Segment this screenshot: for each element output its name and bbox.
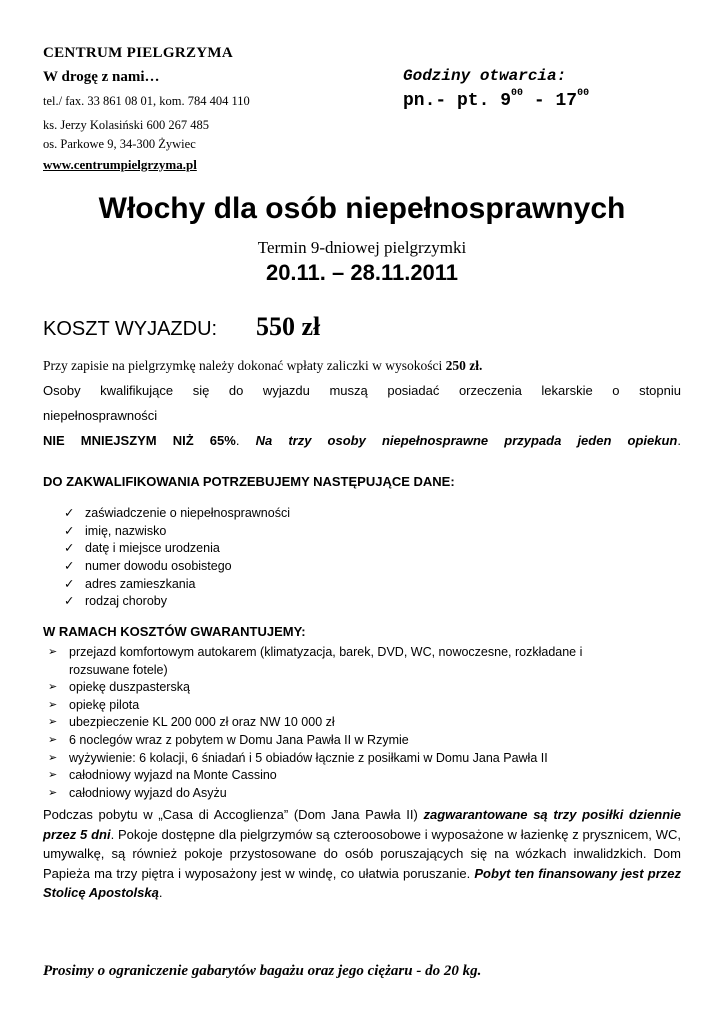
required-data-list <box>64 505 290 611</box>
opening-hours-value: pn.- pt. $9^{00} - 17^{00}$ <box>403 88 590 111</box>
address-line: os. Parkowe 9, 34-300 Żywiec <box>43 137 196 151</box>
organization-slogan: W drogę z nami… <box>43 69 160 85</box>
checkmark-icon: ✓ <box>64 594 75 609</box>
arrow-bullet-icon: ➢ <box>48 786 58 799</box>
deposit-paragraph: Przy zapisie na pielgrzymkę należy dokonać wpłaty zaliczki w wysokości 250 zł. <box>43 358 483 373</box>
list-item: ➢ całodniowy wyjazd do Asyżu <box>48 785 648 803</box>
luggage-note: Prosimy o ograniczenie gabarytów bagażu oraz jego ciężaru - do 20 kg. <box>43 963 482 979</box>
eligibility-line-3: NIE MNIEJSZYM NIŻ 65%. Na trzy osoby niepełnosprawne przypada jeden opiekun. <box>43 433 681 448</box>
phone-line: tel./ fax. 33 861 08 01, kom. 784 404 110 <box>43 94 250 108</box>
guarantees-heading: W RAMACH KOSZTÓW GWARANTUJEMY: <box>43 624 306 639</box>
eligibility-line-2: niepełnosprawności <box>43 408 158 423</box>
arrow-bullet-icon: ➢ <box>48 716 58 729</box>
checkmark-icon: ✓ <box>64 506 75 520</box>
list-item: ➢ ubezpieczenie KL 200 000 zł oraz NW 10 000 zł <box>48 714 648 732</box>
arrow-bullet-icon: ➢ <box>48 698 58 711</box>
trip-dates: 20.11. – 28.11.2011 <box>265 260 459 285</box>
contact-person: ks. Jerzy Kolasiński 600 267 485 <box>43 118 209 132</box>
organization-name: CENTRUM PIELGRZYMA <box>43 45 233 61</box>
list-item: ➢ wyżywienie: 6 kolacji, 6 śniadań i 5 obiadów łącznie z posiłkami w Domu Jana Pawła II <box>48 750 648 768</box>
arrow-bullet-icon: ➢ <box>48 751 58 764</box>
checkmark-icon: ✓ <box>64 541 75 556</box>
website-link[interactable]: www.centrumpielgrzyma.pl <box>43 157 197 172</box>
list-item: ➢ całodniowy wyjazd na Monte Cassino <box>48 767 648 785</box>
arrow-bullet-icon: ➢ <box>48 769 58 782</box>
trip-subtitle: Termin 9-dniowej pielgrzymki <box>257 238 467 257</box>
checkmark-icon: ✓ <box>64 523 75 538</box>
cost-value: 550 zł <box>256 312 321 341</box>
checkmark-icon: ✓ <box>64 559 75 574</box>
list-item: ➢ opiekę duszpasterską <box>48 679 648 697</box>
page-title: Włochy dla osób niepełnosprawnych <box>98 192 626 225</box>
stay-paragraph: Podczas pobytu w „Casa di Accoglienza” (Dom Jana Pawła II) zagwarantowane są trzy posiłki dziennie przez 5 dni. Pokoje dostępne dla pielgrzymów są czteroosobowe i wyposażone w łazienkę z prysznicem, WC, umywalkę, są również pokoje przystosowane do osób poruszających się na wózkach inwalidzkich. Dom Papieża ma trzy piętra i wyposażony jest w windę, co ułatwia poruszanie. Pobyt ten finansowany jest przez Stolicę Apostolską. <box>43 807 681 900</box>
list-item: ✓ zaświadczenie o niepełnosprawności <box>64 505 290 523</box>
checkmark-icon: ✓ <box>64 576 75 591</box>
cost-label: KOSZT WYJAZDU: <box>43 318 218 340</box>
eligibility-line-1: Osoby kwalifikujące się do wyjazdu muszą posiadać orzeczenia lekarskie o stopniu <box>43 383 681 398</box>
list-item: ✓ adres zamieszkania <box>64 576 290 594</box>
list-item: ➢ 6 noclegów wraz z pobytem w Domu Jana Pawła II w Rzymie <box>48 732 648 750</box>
list-item: ✓ imię, nazwisko <box>64 523 290 541</box>
arrow-bullet-icon: ➢ <box>48 646 58 658</box>
list-item: ➢ przejazd komfortowym autokarem (klimatyzacja, barek, DVD, WC, nowoczesne, rozkładane i rozsuwane fotele) <box>48 644 648 679</box>
arrow-bullet-icon: ➢ <box>48 733 58 746</box>
required-data-heading: DO ZAKWALIFIKOWANIA POTRZEBUJEMY NASTĘPUJĄCE DANE: <box>43 474 455 489</box>
guarantees-list <box>48 644 648 802</box>
list-item: ✓ datę i miejsce urodzenia <box>64 540 290 558</box>
arrow-bullet-icon: ➢ <box>48 681 58 694</box>
opening-hours-label: Godziny otwarcia: <box>403 67 567 85</box>
list-item: ✓ rodzaj choroby <box>64 593 290 611</box>
list-item: ✓ numer dowodu osobistego <box>64 558 290 576</box>
list-item: ➢ opiekę pilota <box>48 697 648 715</box>
